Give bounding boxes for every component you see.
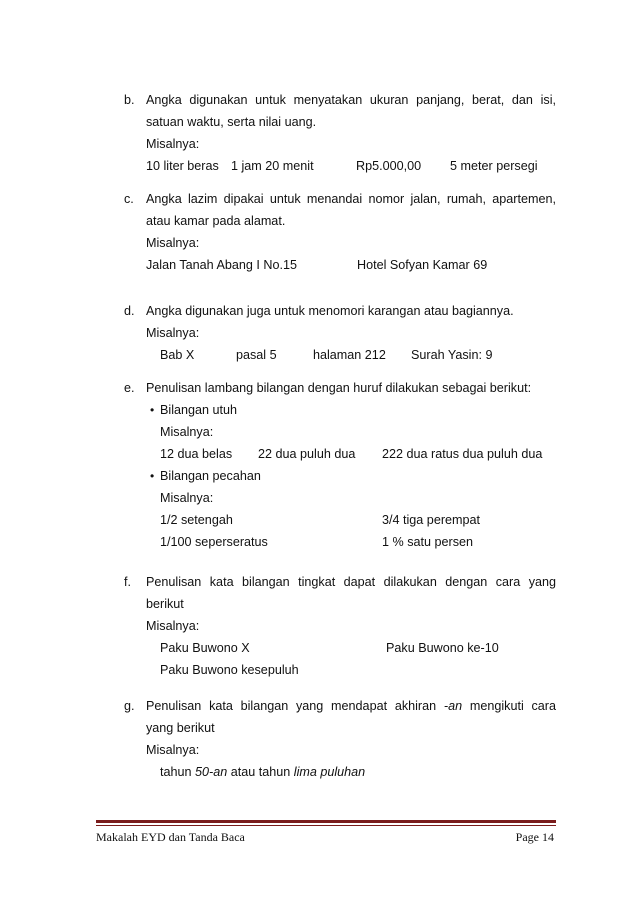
item-b-example-1: 10 liter beras xyxy=(146,159,219,173)
item-d-letter: d. xyxy=(124,304,135,318)
item-g-line1-part2: mengikuti cara xyxy=(462,699,556,713)
item-e-sub2-title: Bilangan pecahan xyxy=(160,469,261,483)
item-g-example-part1: tahun xyxy=(160,765,196,779)
item-c-example-1: Jalan Tanah Abang I No.15 xyxy=(146,258,298,272)
item-g-line1-italic: -an xyxy=(443,699,463,713)
item-b-example-2: 1 jam 20 menit xyxy=(231,159,314,173)
item-g-line1 xyxy=(146,698,556,714)
item-f-example-1: Paku Buwono X xyxy=(160,641,250,655)
item-b-misalnya: Misalnya: xyxy=(146,137,200,151)
item-e-sub2-row1-left: 1/2 setengah xyxy=(160,513,233,527)
item-e-sub1-misalnya: Misalnya: xyxy=(160,425,214,439)
item-d-example-1: Bab X xyxy=(160,348,195,362)
item-b-line2: satuan waktu, serta nilai uang. xyxy=(146,115,317,129)
item-e-sub1-example-3: 222 dua ratus dua puluh dua xyxy=(382,447,543,461)
item-g-example-italic1: 50-an xyxy=(195,765,228,779)
item-b-example-3: Rp5.000,00 xyxy=(356,159,422,173)
item-g-example xyxy=(160,764,365,780)
item-d-example-3: halaman 212 xyxy=(313,348,386,362)
item-c-line1: Angka lazim dipakai untuk menandai nomor jalan, rumah, apartemen, xyxy=(146,192,556,206)
item-e-sub2-row1-right: 3/4 tiga perempat xyxy=(382,513,481,527)
item-g-misalnya: Misalnya: xyxy=(146,743,200,757)
item-b-example-4: 5 meter persegi xyxy=(450,159,538,173)
item-e-sub2-misalnya: Misalnya: xyxy=(160,491,214,505)
item-e-line1: Penulisan lambang bilangan dengan huruf dilakukan sebagai berikut: xyxy=(146,381,532,395)
item-f-line2: berikut xyxy=(146,597,184,611)
footer-page-number: Page 14 xyxy=(515,830,554,844)
item-g-line1-part1: Penulisan kata bilangan yang mendapat akhiran xyxy=(146,699,444,713)
item-b-letter: b. xyxy=(124,93,135,107)
item-e-sub1-title: Bilangan utuh xyxy=(160,403,238,417)
item-e-sub2-row2-left: 1/100 seperseratus xyxy=(160,535,268,549)
item-c-line2: atau kamar pada alamat. xyxy=(146,214,286,228)
footer-rule-thin xyxy=(96,825,556,826)
item-f-example-2: Paku Buwono ke-10 xyxy=(386,641,499,655)
footer-rule-thick xyxy=(96,820,556,823)
item-e-sub1-example-1: 12 dua belas xyxy=(160,447,233,461)
bullet-icon: • xyxy=(150,403,155,417)
item-g-letter: g. xyxy=(124,699,135,713)
item-c-misalnya: Misalnya: xyxy=(146,236,200,250)
item-f-misalnya: Misalnya: xyxy=(146,619,200,633)
item-d-example-2: pasal 5 xyxy=(236,348,277,362)
item-f-example-3: Paku Buwono kesepuluh xyxy=(160,663,299,677)
item-c-example-2: Hotel Sofyan Kamar 69 xyxy=(357,258,488,272)
item-d-line1: Angka digunakan juga untuk menomori karangan atau bagiannya. xyxy=(146,304,514,318)
item-g-example-part2: atau tahun xyxy=(227,765,294,779)
item-e-sub1-example-2: 22 dua puluh dua xyxy=(258,447,356,461)
item-b-line1: Angka digunakan untuk menyatakan ukuran panjang, berat, dan isi, xyxy=(146,93,556,107)
bullet-icon: • xyxy=(150,469,155,483)
item-d-misalnya: Misalnya: xyxy=(146,326,200,340)
item-e-sub2-row2-right: 1 % satu persen xyxy=(382,535,474,549)
item-c-letter: c. xyxy=(124,192,134,206)
item-f-letter: f. xyxy=(124,575,131,589)
item-g-example-italic2: lima puluhan xyxy=(293,765,366,779)
item-g-line2: yang berikut xyxy=(146,721,215,735)
item-d-example-4: Surah Yasin: 9 xyxy=(411,348,493,362)
item-e-letter: e. xyxy=(124,381,135,395)
footer-title: Makalah EYD dan Tanda Baca xyxy=(96,830,245,844)
item-f-line1: Penulisan kata bilangan tingkat dapat dilakukan dengan cara yang xyxy=(146,575,556,589)
